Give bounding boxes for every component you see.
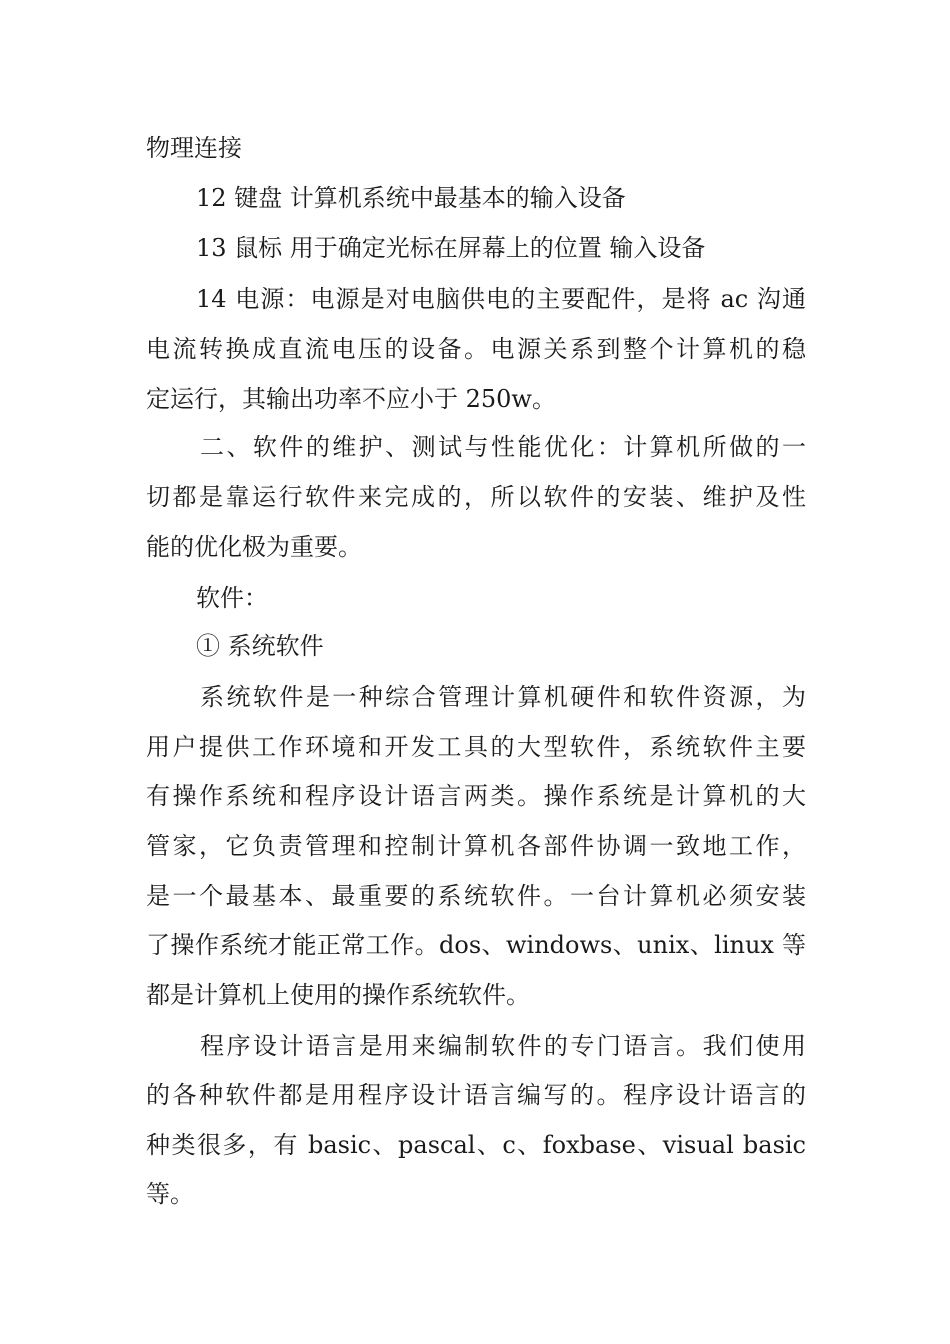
text-line: 管家，它负责管理和控制计算机各部件协调一致地工作， xyxy=(146,832,806,860)
text-line: 电流转换成直流电压的设备。电源关系到整个计算机的稳 xyxy=(146,335,806,363)
text-line: 物理连接 xyxy=(146,134,242,162)
text-line: 14 电源：电源是对电脑供电的主要配件，是将 ac 沟通 xyxy=(196,285,806,313)
text-line: 软件： xyxy=(196,584,268,612)
text-line: 系统软件是一种综合管理计算机硬件和软件资源，为 xyxy=(200,683,806,711)
text-line: 定运行，其输出功率不应小于 250w。 xyxy=(146,385,556,413)
text-line: 有操作系统和程序设计语言两类。操作系统是计算机的大 xyxy=(146,782,806,810)
text-line: 了操作系统才能正常工作。dos、windows、unix、linux 等 xyxy=(146,931,806,959)
text-line: 种类很多，有 basic、pascal、c、foxbase、visual basic xyxy=(146,1131,806,1159)
text-line: ① 系统软件 xyxy=(196,632,324,660)
text-line: 用户提供工作环境和开发工具的大型软件，系统软件主要 xyxy=(146,733,806,761)
text-line: 能的优化极为重要。 xyxy=(146,533,362,561)
text-line: 12 键盘 计算机系统中最基本的输入设备 xyxy=(196,184,626,212)
text-line: 程序设计语言是用来编制软件的专门语言。我们使用 xyxy=(200,1032,806,1060)
text-line: 的各种软件都是用程序设计语言编写的。程序设计语言的 xyxy=(146,1081,806,1109)
text-line: 二、软件的维护、测试与性能优化：计算机所做的一 xyxy=(200,433,806,461)
text-line: 13 鼠标 用于确定光标在屏幕上的位置 输入设备 xyxy=(196,234,706,262)
text-line: 切都是靠运行软件来完成的，所以软件的安装、维护及性 xyxy=(146,483,806,511)
text-line: 等。 xyxy=(146,1180,194,1208)
text-line: 是一个最基本、最重要的系统软件。一台计算机必须安装 xyxy=(146,882,806,910)
text-line: 都是计算机上使用的操作系统软件。 xyxy=(146,981,530,1009)
